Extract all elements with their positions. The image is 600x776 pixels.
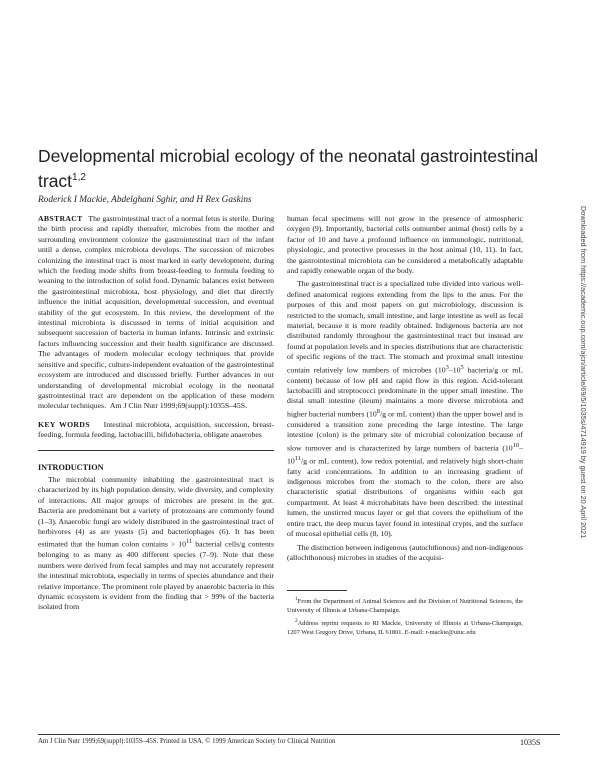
download-watermark-text: Downloaded from https://academic.oup.com/ajcn/article/69/5/1035s/4714919 by guest on 20 April 2021	[579, 206, 588, 539]
abstract-label: ABSTRACT	[38, 214, 83, 223]
title-text: Developmental microbial ecology of the neonatal gastrointestinal tract	[38, 146, 539, 191]
right-column	[287, 214, 523, 563]
gi-text-2: –10	[448, 365, 461, 375]
abstract-citation: Am J Clin Nutr 1999;69(suppl):1035S–45S.	[109, 401, 248, 411]
introduction-paragraph	[38, 475, 274, 613]
gi-text-1: The gastrointestinal tract is a specialized tube divided into various well-defined anatomical regions extending from the lips to the anus. For the purposes of this and most papers on gut microbiology, discussion is restricted to the stomach, small intestine, and large intestine as well as fecal material, because it is more readily obtained. Indigenous bacteria are not distributed randomly throughout the gastrointestinal tract but instead are found at population levels and in species distributions that are characteristic of specific regions of the tract. The stomach and proximal small intestine contain relatively low numbers of microbes (10	[287, 279, 523, 375]
footnote-divider	[287, 590, 347, 591]
gi-sup-2: 5	[460, 363, 464, 371]
journal-footer: Am J Clin Nutr 1999;69(suppl):1035S–45S. Printed in USA. © 1999 American Society for Clinical Nutrition	[38, 738, 336, 745]
footer-divider	[38, 734, 560, 735]
gi-text-3: bacteria/g or mL content) because of low pH and rapid flow in this region. Acid-tolerant lactobacilli and streptococci predominate in the upper small intestine. The distal small intestine (ileum) maintains a more diverse microbiota and higher bacterial numbers (10	[287, 365, 523, 419]
keywords-label: KEY WORDS	[38, 419, 90, 429]
gi-text-5: –10	[287, 443, 523, 466]
keywords	[38, 420, 274, 441]
abstract	[38, 214, 274, 412]
footnote-1	[287, 595, 523, 615]
gi-sup-3: 8	[376, 407, 381, 415]
left-column	[38, 214, 274, 613]
intro-sup: 11	[186, 538, 193, 546]
introduction-heading: INTRODUCTION	[38, 462, 104, 472]
gi-sup-1: 3	[445, 363, 449, 371]
footnote-1-marker: 1	[295, 596, 298, 602]
keywords-text: Intestinal microbiota, acquisition, succession, breast-feeding, formula feeding, lactobacilli, bifidobacteria, obligate anaerobes	[38, 419, 274, 440]
footnote-2	[287, 617, 523, 637]
paragraph-gi-tract	[287, 279, 523, 539]
gi-text-4: /g or mL content) than the upper bowel and is considered a transition zone preceding the large intestine. The large intestine (colon) is the primary site of microbial colonization because of slow turnover and is characterized by large numbers of bacteria (10	[287, 409, 524, 453]
paragraph-distinction: The distinction between indigenous (autochthonous) and non-indigenous (allochthonous) microbes in studies of the acquisi-	[287, 542, 523, 562]
download-watermark	[578, 206, 588, 656]
title-footnote-marker: 1,2	[72, 172, 86, 183]
intro-text-2: bacterial cells/g contents belonging to as many as 400 different species (7–9). Note that these numbers were derived from fecal samples and may not accurately represent the intestinal microbiota, especially in terms of species abundance and their relative importance. The prominent role played by anaerobic bacteria in this dynamic ecosystem is evident from the finding that > 99% of the bacteria isolated from	[38, 539, 275, 612]
footnotes	[287, 595, 523, 640]
footnote-2-text: Address reprint requests to RI Mackie, University of Illinois at Urbana-Champaign, 1207 West Gregory Drive, Urbana, IL 61801. E-mail: r-mackie@uiuc.edu	[287, 620, 523, 637]
author-list: Roderick I Mackie, Abdelghani Sghir, and H Rex Gaskins	[38, 195, 252, 205]
article-title	[38, 146, 558, 192]
footnote-1-text: From the Department of Animal Sciences and the Division of Nutritional Sciences, the University of Illinois at Urbana-Champaign.	[287, 598, 523, 614]
paragraph-continued: human fecal specimens will not grow in the presence of atmospheric oxygen (9). Importantly, bacterial cells outnumber animal (host) cells by a factor of 10 and have a profound influence on immunologic, nutritional, physiologic, and protective processes in the host animal (10, 11). In fact, the gastrointestinal microbiota can be considered a metabolically adaptable and rapidly renewable organ of the body.	[287, 214, 523, 276]
section-divider	[38, 450, 274, 451]
footnote-2-marker: 2	[295, 618, 298, 625]
gi-text-6: /g or mL content), low redox potential, and relatively high short-chain fatty acid concentrations. In addition to an increasing gradient of indigenous microbes from the stomach to the colon, there are also characteristic spatial distributions of organisms within each gut compartment. At least 4 microhabitats have been described: the intestinal lumen, the unstirred mucus layer or gel that covers the epithelium of the entire tract, the deep mucus layer found in intestinal crypts, and the surface of mucosal epithelial cells (8, 10).	[287, 456, 523, 539]
gi-sup-5: 11	[294, 454, 301, 462]
page-number: 1035S	[520, 738, 541, 747]
intro-text-1: The microbial community inhabiting the gastrointestinal tract is characterized by its high population density, wide diversity, and complexity of interactions. All major groups of microbes are present in the gut. Bacteria are predominant but a variety of protozoans are commonly found (1–3). Anaerobic fungi are widely distributed in the gastrointestinal tract of herbivores (4) as are yeasts (5) and bacteriophages (6). It has been estimated that the human colon contains > 10	[38, 474, 274, 549]
gi-sup-4: 10	[512, 441, 520, 449]
abstract-text: The gastrointestinal tract of a normal fetus is sterile. During the birth process and rapidly thereafter, microbes from the mother and surrounding environment colonize the gastrointestinal tract of the infant until a dense, complex microbiota develops. The succession of microbes colonizing the intestinal tract is most marked in early development, during which the feeding mode shifts from breast-feeding to formula feeding to weaning to the introduction of solid food. Dynamic balances exist between the gastrointestinal microbiota, host physiology, and diet that directly influence the initial acquisition, developmental succession, and eventual stability of the gut ecosystem. In this review, the development of the intestinal microbiota is discussed in terms of initial acquisition and subsequent succession of bacteria in human infants. Intrinsic and extrinsic factors influencing succession and their health significance are discussed. The advantages of modern molecular ecology techniques that provide sensitive and specific, culture-independent evaluation of the gastrointestinal ecosystem are introduced and discussed briefly. Further advances in our understanding of developmental microbial ecology in the neonatal gastrointestinal tract are dependent on the application of these modern molecular techniques.	[38, 214, 274, 411]
